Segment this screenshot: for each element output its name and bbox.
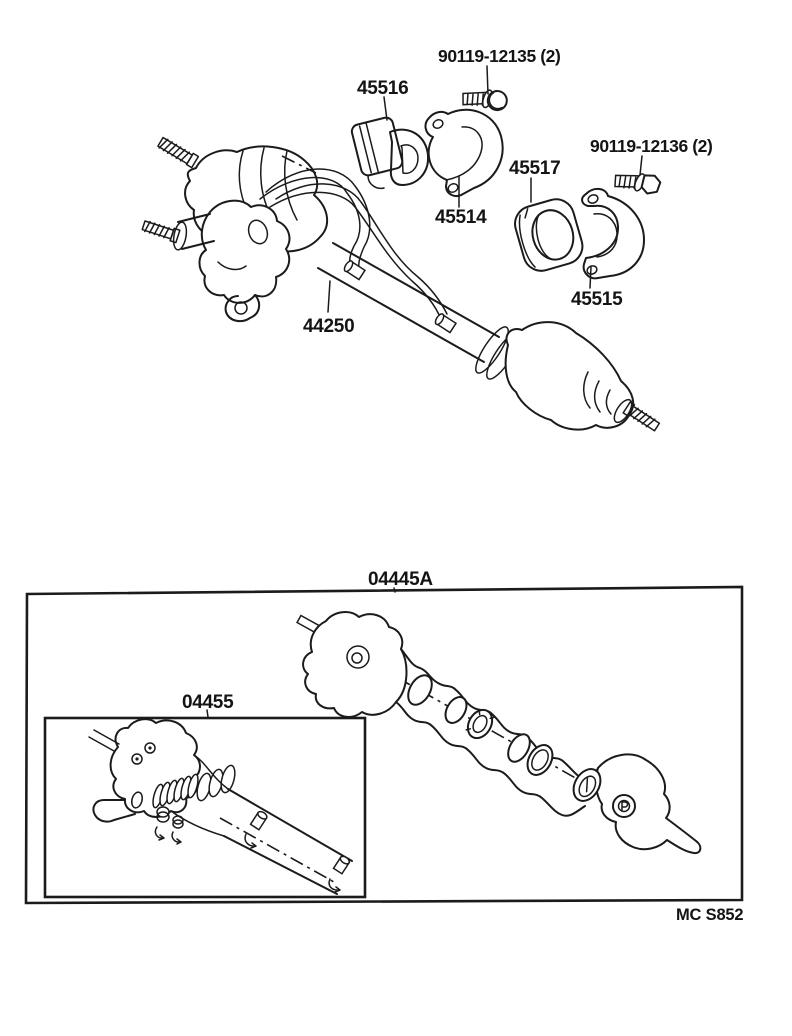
left-tie-rod-stud [157, 136, 198, 168]
part-label-90119-12135: 90119-12135 (2) [438, 46, 561, 66]
part-label-04455: 04455 [182, 692, 234, 713]
part-label-90119-12136: 90119-12136 (2) [590, 136, 713, 156]
right-bellows [506, 322, 635, 429]
tube-seal-a [245, 810, 268, 848]
bracket-45514-drawing [426, 110, 503, 196]
cushion-45516-drawing [350, 116, 428, 188]
valve-housing [199, 201, 289, 321]
bracket-45515-drawing [582, 189, 644, 278]
part-label-45516: 45516 [357, 78, 409, 99]
steering-gear-assembly-drawing [142, 136, 661, 433]
tube-seal-b [329, 855, 351, 892]
part-label-45514: 45514 [435, 207, 487, 228]
gasket-kit-inner-box [45, 710, 365, 897]
plug-with-p-mark [613, 795, 635, 817]
gasket-kit-04455-drawing [89, 719, 352, 894]
bolt-90119-12135-drawing [461, 85, 508, 112]
part-label-45515: 45515 [571, 289, 623, 310]
gasket-kit-04445A-drawing [297, 612, 700, 853]
small-seal-b [172, 816, 183, 844]
bolt-90119-12136-drawing [613, 167, 662, 197]
page-code: MC S852 [676, 906, 744, 924]
part-label-44250: 44250 [303, 316, 355, 337]
part-label-45517: 45517 [509, 158, 561, 179]
small-seal-a [155, 807, 169, 840]
part-label-04445A: 04445A [368, 569, 433, 590]
bushing-45517-drawing [511, 195, 587, 275]
